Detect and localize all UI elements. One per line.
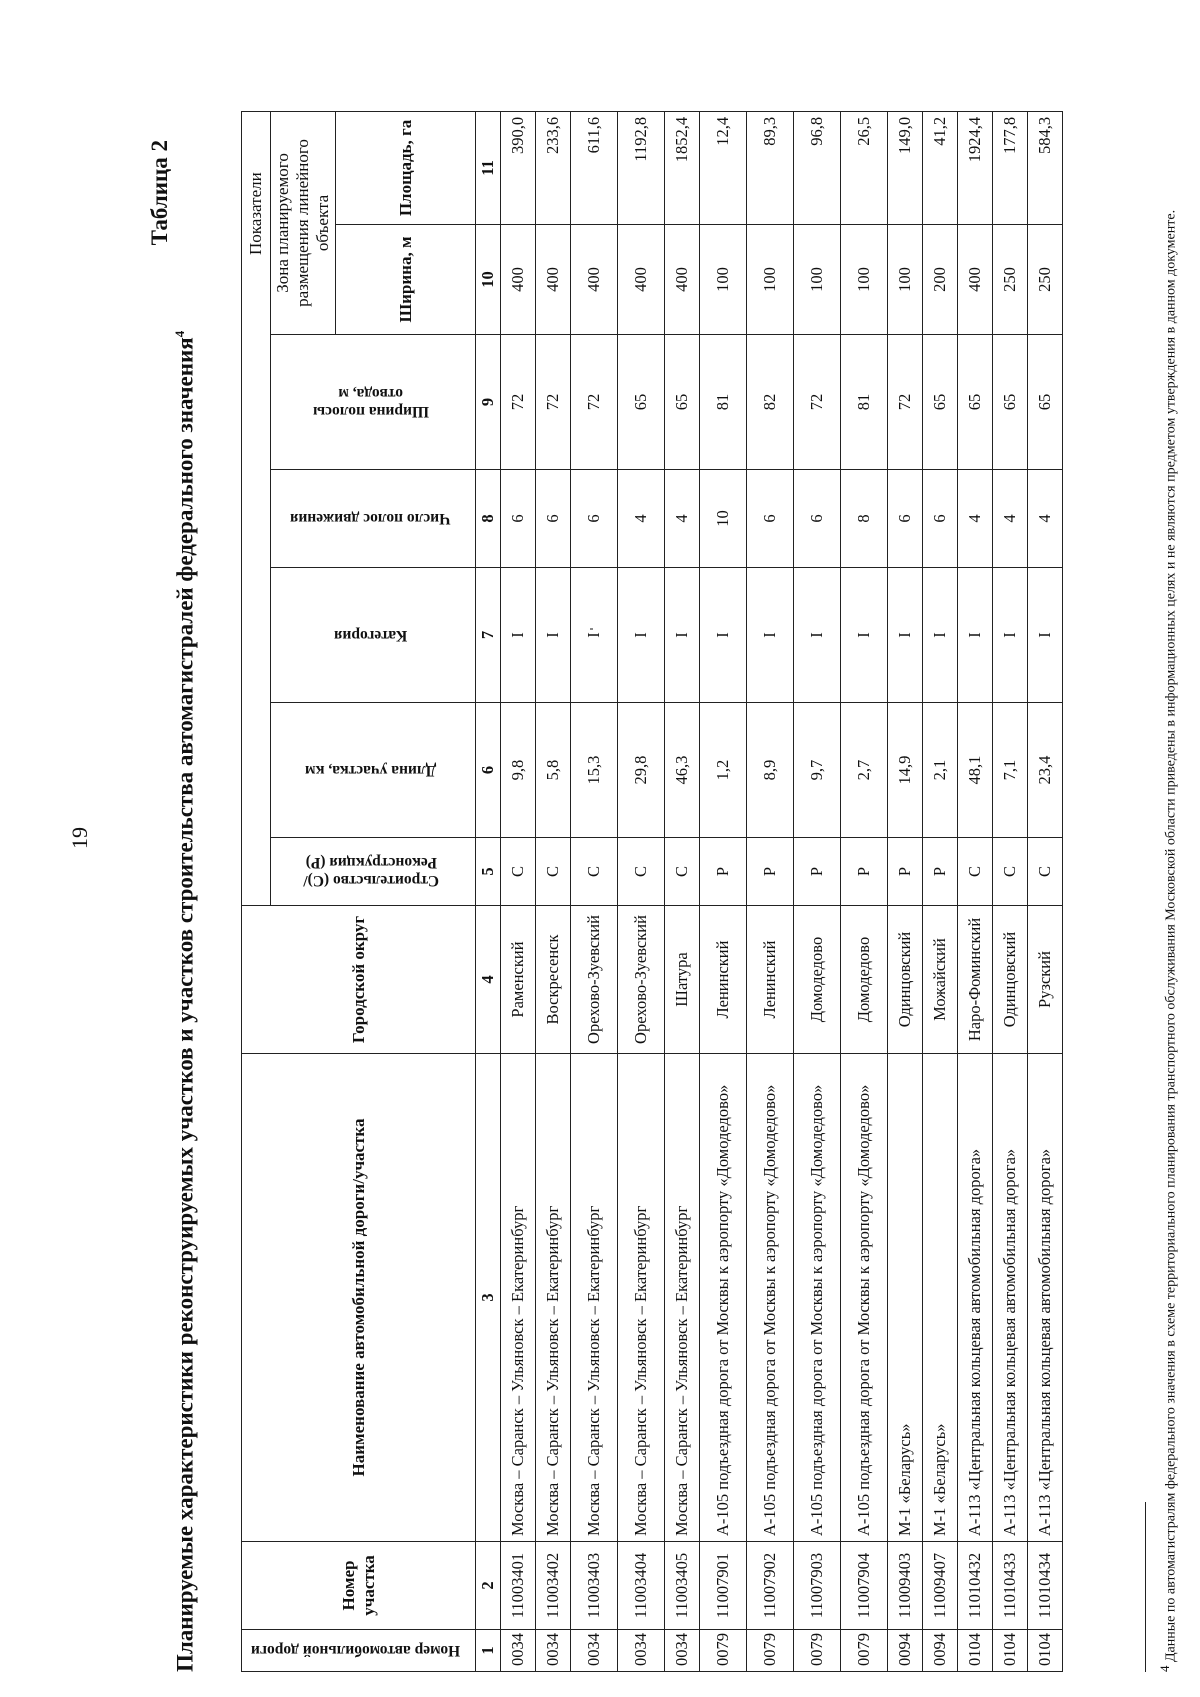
table-row	[794, 111, 841, 1671]
cell-strip-width: 81	[841, 335, 888, 470]
cell-category: I	[700, 568, 747, 703]
table-row	[571, 111, 618, 1671]
table-row	[665, 111, 700, 1671]
cell-road-number: 0034	[665, 1630, 700, 1672]
cell-length: 5,8	[536, 703, 571, 838]
cell-zone-area: 390,0	[501, 111, 536, 224]
header-length	[271, 703, 476, 838]
roads-table	[241, 111, 1063, 1672]
cell-category: I	[923, 568, 958, 703]
header-lanes	[271, 470, 476, 568]
column-number: 5	[476, 838, 501, 906]
cell-category: I	[888, 568, 923, 703]
table-row	[1028, 111, 1063, 1671]
cell-district: Ленинский	[747, 906, 794, 1054]
cell-zone-width: 100	[700, 225, 747, 335]
cell-road-number: 0034	[501, 1630, 536, 1672]
cell-zone-area: 1924,4	[958, 111, 993, 224]
column-number: 1	[476, 1630, 501, 1672]
cell-section-number: 11003403	[571, 1542, 618, 1630]
cell-strip-width: 72	[794, 335, 841, 470]
cell-strip-width: 65	[993, 335, 1028, 470]
cell-construction: С	[618, 838, 665, 906]
rotated-page-content	[145, 90, 1200, 1690]
cell-district: Можайский	[923, 906, 958, 1054]
title-footnote-mark: 4	[172, 330, 187, 338]
cell-lanes: 6	[923, 470, 958, 568]
cell-category: I	[1028, 568, 1063, 703]
cell-category: I	[536, 568, 571, 703]
table-caption	[145, 130, 225, 1690]
table-title	[172, 331, 199, 1672]
cell-strip-width: 72	[571, 335, 618, 470]
cell-lanes: 6	[571, 470, 618, 568]
cell-lanes: 6	[794, 470, 841, 568]
cell-section-number: 11010433	[993, 1542, 1028, 1630]
cell-section-number: 11007902	[747, 1542, 794, 1630]
cell-road-name: Москва – Саранск – Ульяновск – Екатеринбург	[665, 1054, 700, 1542]
table-row	[993, 111, 1028, 1671]
table-row	[841, 111, 888, 1671]
table-row	[700, 111, 747, 1671]
cell-category: I	[501, 568, 536, 703]
cell-road-name: А-113 «Центральная кольцевая автомобильная дорога»	[993, 1054, 1028, 1542]
cell-road-name: А-105 подъездная дорога от Москвы к аэропорту «Домодедово»	[700, 1054, 747, 1542]
cell-district: Раменский	[501, 906, 536, 1054]
cell-section-number: 11007903	[794, 1542, 841, 1630]
header-strip-width	[271, 335, 476, 470]
cell-zone-area: 233,6	[536, 111, 571, 224]
cell-zone-area: 96,8	[794, 111, 841, 224]
cell-length: 29,8	[618, 703, 665, 838]
cell-zone-area: 89,3	[747, 111, 794, 224]
cell-zone-width: 200	[923, 225, 958, 335]
cell-category: I	[665, 568, 700, 703]
cell-length: 48,1	[958, 703, 993, 838]
cell-construction: Р	[700, 838, 747, 906]
column-number: 4	[476, 906, 501, 1054]
cell-district: Одинцовский	[993, 906, 1028, 1054]
header-indicators: Показатели	[242, 111, 271, 905]
cell-section-number: 11009403	[888, 1542, 923, 1630]
cell-section-number: 11003401	[501, 1542, 536, 1630]
cell-road-name: Москва – Саранск – Ульяновск – Екатеринбург	[536, 1054, 571, 1542]
cell-lanes: 10	[700, 470, 747, 568]
cell-road-name: Москва – Саранск – Ульяновск – Екатеринбург	[571, 1054, 618, 1542]
cell-construction: С	[993, 838, 1028, 906]
cell-lanes: 4	[665, 470, 700, 568]
cell-section-number: 11010434	[1028, 1542, 1063, 1630]
table-label: Таблица 2	[147, 140, 172, 246]
cell-road-number: 0079	[747, 1630, 794, 1672]
cell-strip-width: 65	[923, 335, 958, 470]
table-row	[958, 111, 993, 1671]
header-road-number-text: Номер автомобильной дороги	[251, 1642, 461, 1660]
cell-construction: Р	[888, 838, 923, 906]
cell-strip-width: 65	[1028, 335, 1063, 470]
cell-district: Орехово-Зуевский	[618, 906, 665, 1054]
cell-strip-width: 82	[747, 335, 794, 470]
cell-road-number: 0034	[571, 1630, 618, 1672]
cell-road-name: А-105 подъездная дорога от Москвы к аэропорту «Домодедово»	[794, 1054, 841, 1542]
header-construction-text: Строительство (С)/ Реконструкция (Р)	[302, 854, 439, 890]
column-number: 3	[476, 1054, 501, 1542]
cell-lanes: 4	[993, 470, 1028, 568]
header-length-text: Длина участка, км	[304, 761, 437, 779]
table-row	[501, 111, 536, 1671]
cell-strip-width: 72	[501, 335, 536, 470]
cell-lanes: 4	[618, 470, 665, 568]
cell-construction: Р	[923, 838, 958, 906]
cell-length: 14,9	[888, 703, 923, 838]
cell-zone-area: 12,4	[700, 111, 747, 224]
footnote-mark: 4	[1157, 1665, 1172, 1672]
cell-category: I	[571, 568, 618, 703]
cell-construction: Р	[841, 838, 888, 906]
cell-length: 1,2	[700, 703, 747, 838]
cell-road-number: 0104	[1028, 1630, 1063, 1672]
header-construction	[271, 838, 476, 906]
column-number-row	[476, 111, 501, 1671]
cell-zone-width: 100	[888, 225, 923, 335]
cell-road-name: А-105 подъездная дорога от Москвы к аэропорту «Домодедово»	[841, 1054, 888, 1542]
column-number: 10	[476, 225, 501, 335]
cell-zone-width: 250	[993, 225, 1028, 335]
header-road-number	[242, 1630, 476, 1672]
cell-road-number: 0079	[794, 1630, 841, 1672]
cell-zone-width: 400	[665, 225, 700, 335]
table-row	[747, 111, 794, 1671]
cell-zone-area: 177,8	[993, 111, 1028, 224]
cell-district: Домодедово	[794, 906, 841, 1054]
cell-section-number: 11003404	[618, 1542, 665, 1630]
cell-section-number: 11003402	[536, 1542, 571, 1630]
cell-road-number: 0034	[618, 1630, 665, 1672]
column-number: 11	[476, 111, 501, 224]
header-lanes-text: Число полос движения	[290, 510, 451, 528]
cell-section-number: 11007904	[841, 1542, 888, 1630]
cell-strip-width: 81	[700, 335, 747, 470]
cell-road-number: 0094	[888, 1630, 923, 1672]
cell-length: 2,1	[923, 703, 958, 838]
cell-section-number: 11003405	[665, 1542, 700, 1630]
cell-road-name: Москва – Саранск – Ульяновск – Екатеринбург	[618, 1054, 665, 1542]
page-number: 19	[67, 827, 92, 849]
roads-table-body	[501, 111, 1063, 1671]
footnote	[1157, 132, 1180, 1672]
cell-district: Рузский	[1028, 906, 1063, 1054]
header-category	[271, 568, 476, 703]
table-row	[536, 111, 571, 1671]
header-zone-width: Ширина, м	[336, 225, 476, 335]
cell-construction: С	[1028, 838, 1063, 906]
cell-zone-width: 250	[1028, 225, 1063, 335]
cell-category: I	[958, 568, 993, 703]
cell-lanes: 4	[958, 470, 993, 568]
cell-section-number: 11009407	[923, 1542, 958, 1630]
footnote-text: Данные по автомагистралям федерального значения в схеме территориального планирования транспортного обслуживания Московской области приведены в информационных целях и не являются предметом утверждения в данном документе.	[1163, 209, 1179, 1662]
cell-district: Одинцовский	[888, 906, 923, 1054]
cell-zone-area: 1852,4	[665, 111, 700, 224]
cell-construction: С	[501, 838, 536, 906]
column-number: 7	[476, 568, 501, 703]
cell-strip-width: 65	[958, 335, 993, 470]
cell-length: 2,7	[841, 703, 888, 838]
cell-strip-width: 65	[618, 335, 665, 470]
cell-strip-width: 65	[665, 335, 700, 470]
cell-category: I	[618, 568, 665, 703]
cell-category: I	[993, 568, 1028, 703]
cell-construction: С	[958, 838, 993, 906]
cell-construction: С	[571, 838, 618, 906]
cell-length: 23,4	[1028, 703, 1063, 838]
cell-construction: Р	[747, 838, 794, 906]
cell-road-name: М-1 «Беларусь»	[923, 1054, 958, 1542]
column-number: 6	[476, 703, 501, 838]
cell-zone-width: 400	[501, 225, 536, 335]
column-number: 8	[476, 470, 501, 568]
cell-district: Ленинский	[700, 906, 747, 1054]
cell-construction: С	[536, 838, 571, 906]
cell-district: Домодедово	[841, 906, 888, 1054]
cell-road-number: 0094	[923, 1630, 958, 1672]
header-zone-area: Площадь, га	[336, 111, 476, 224]
cell-length: 9,8	[501, 703, 536, 838]
cell-district: Наро-Фоминский	[958, 906, 993, 1054]
cell-zone-area: 26,5	[841, 111, 888, 224]
header-zone: Зона планируемого размещения линейного объекта	[271, 111, 336, 334]
cell-zone-area: 1192,8	[618, 111, 665, 224]
header-category-text: Категория	[333, 626, 408, 644]
footnote-divider	[1145, 1502, 1146, 1672]
cell-section-number: 11010432	[958, 1542, 993, 1630]
cell-road-number: 0079	[841, 1630, 888, 1672]
cell-zone-width: 100	[841, 225, 888, 335]
cell-road-name: А-113 «Центральная кольцевая автомобильная дорога»	[958, 1054, 993, 1542]
table-title-text: Планируемые характеристики реконструируемых участков и участков строительства автомагистралей федерального значения	[172, 337, 198, 1672]
header-section-number: Номер участка	[242, 1542, 476, 1630]
cell-zone-width: 100	[747, 225, 794, 335]
column-number: 2	[476, 1542, 501, 1630]
cell-road-name: Москва – Саранск – Ульяновск – Екатеринбург	[501, 1054, 536, 1542]
cell-zone-area: 584,3	[1028, 111, 1063, 224]
table-row	[888, 111, 923, 1671]
cell-zone-area: 41,2	[923, 111, 958, 224]
cell-district: Шатура	[665, 906, 700, 1054]
cell-length: 8,9	[747, 703, 794, 838]
cell-lanes: 6	[501, 470, 536, 568]
header-road-name: Наименование автомобильной дороги/участка	[242, 1054, 476, 1542]
cell-lanes: 8	[841, 470, 888, 568]
cell-road-number: 0079	[700, 1630, 747, 1672]
cell-length: 15,3	[571, 703, 618, 838]
cell-strip-width: 72	[888, 335, 923, 470]
table-row	[923, 111, 958, 1671]
cell-construction: С	[665, 838, 700, 906]
cell-zone-area: 611,6	[571, 111, 618, 224]
cell-category: I	[747, 568, 794, 703]
cell-category: I	[794, 568, 841, 703]
column-number: 9	[476, 335, 501, 470]
cell-zone-width: 400	[958, 225, 993, 335]
cell-road-name: А-105 подъездная дорога от Москвы к аэропорту «Домодедово»	[747, 1054, 794, 1542]
cell-length: 46,3	[665, 703, 700, 838]
cell-lanes: 6	[888, 470, 923, 568]
cell-zone-width: 400	[571, 225, 618, 335]
header-strip-width-text: Ширина полосы отвода, м	[312, 385, 429, 420]
header-district: Городской округ	[242, 906, 476, 1054]
cell-construction: Р	[794, 838, 841, 906]
cell-strip-width: 72	[536, 335, 571, 470]
cell-category: I	[841, 568, 888, 703]
cell-district: Орехово-Зуевский	[571, 906, 618, 1054]
cell-road-number: 0104	[958, 1630, 993, 1672]
cell-zone-area: 149,0	[888, 111, 923, 224]
cell-zone-width: 400	[618, 225, 665, 335]
cell-lanes: 4	[1028, 470, 1063, 568]
cell-lanes: 6	[747, 470, 794, 568]
cell-zone-width: 400	[536, 225, 571, 335]
cell-length: 7,1	[993, 703, 1028, 838]
cell-road-name: М-1 «Беларусь»	[888, 1054, 923, 1542]
cell-district: Воскресенск	[536, 906, 571, 1054]
cell-zone-width: 100	[794, 225, 841, 335]
cell-length: 9,7	[794, 703, 841, 838]
cell-road-number: 0104	[993, 1630, 1028, 1672]
cell-lanes: 6	[536, 470, 571, 568]
table-row	[618, 111, 665, 1671]
cell-section-number: 11007901	[700, 1542, 747, 1630]
cell-road-number: 0034	[536, 1630, 571, 1672]
cell-road-name: А-113 «Центральная кольцевая автомобильная дорога»	[1028, 1054, 1063, 1542]
